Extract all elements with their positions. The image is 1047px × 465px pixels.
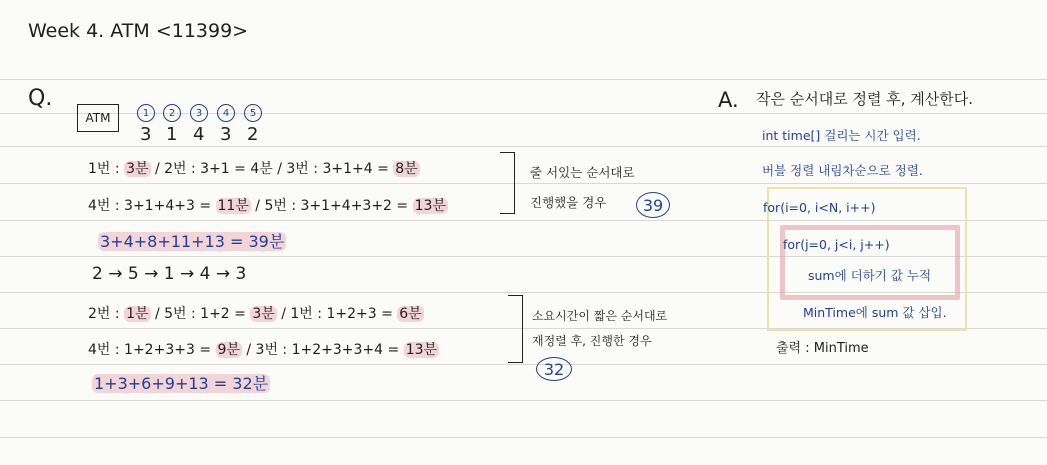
answer-mintime-step: MinTime에 sum 값 삽입.: [803, 305, 947, 320]
time-3: 4: [193, 124, 205, 145]
case2-note-2: 재정렬 후, 진행한 경우: [532, 334, 652, 348]
case2-result: 32: [536, 357, 572, 381]
time-5: 2: [247, 124, 259, 145]
answer-step2: 버블 정렬 내림차순으로 정렬.: [762, 163, 923, 178]
case1-note-2: 진행했을 경우: [530, 195, 607, 210]
answer-sum-step: sum에 더하기 값 누적: [808, 268, 932, 283]
case1-brace: [500, 152, 515, 214]
person-number-2: 2: [163, 104, 181, 122]
case1-line2: 4번 : 3+1+4+3 = 11분 / 5번 : 3+1+4+3+2 = 13분: [88, 198, 446, 214]
case1-result: 39: [636, 192, 670, 218]
case2-note-1: 소요시간이 짧은 순서대로: [532, 309, 668, 323]
case2-line1: 2번 : 1분 / 5번 : 1+2 = 3분 / 1번 : 1+2+3 = 6분: [88, 306, 422, 322]
person-number-5: 5: [244, 104, 262, 122]
answer-summary: 작은 순서대로 정렬 후, 계산한다.: [756, 90, 973, 108]
person-number-3: 3: [190, 104, 208, 122]
case1-note-1: 줄 서있는 순서대로: [530, 165, 635, 180]
case2-line2: 4번 : 1+2+3+3 = 9분 / 3번 : 1+2+3+3+4 = 13분: [88, 342, 438, 358]
case2-sum: 1+3+6+9+13 = 32분: [94, 374, 269, 393]
case1-sum: 3+4+8+11+13 = 39분: [100, 232, 285, 251]
page-title: Week 4. ATM <11399>: [28, 20, 249, 42]
answer-step1: int time[] 걸리는 시간 입력.: [762, 128, 921, 143]
person-number-1: 1: [137, 104, 155, 122]
answer-loop2: for(j=0, j<i, j++): [783, 237, 890, 252]
time-2: 1: [166, 124, 178, 145]
answer-loop1: for(i=0, i<N, i++): [763, 200, 876, 215]
person-number-4: 4: [217, 104, 235, 122]
answer-output: 출력 : MinTime: [776, 341, 869, 356]
case2-brace: [508, 295, 523, 363]
time-4: 3: [220, 124, 232, 145]
atm-box: ATM: [77, 104, 119, 132]
case1-line1: 1번 : 3분 / 2번 : 3+1 = 4분 / 3번 : 3+1+4 = 8분: [88, 161, 418, 177]
sorted-order: 2 → 5 → 1 → 4 → 3: [92, 264, 247, 284]
time-1: 3: [140, 124, 152, 145]
answer-label: A.: [718, 88, 739, 112]
question-label: Q.: [28, 86, 53, 111]
